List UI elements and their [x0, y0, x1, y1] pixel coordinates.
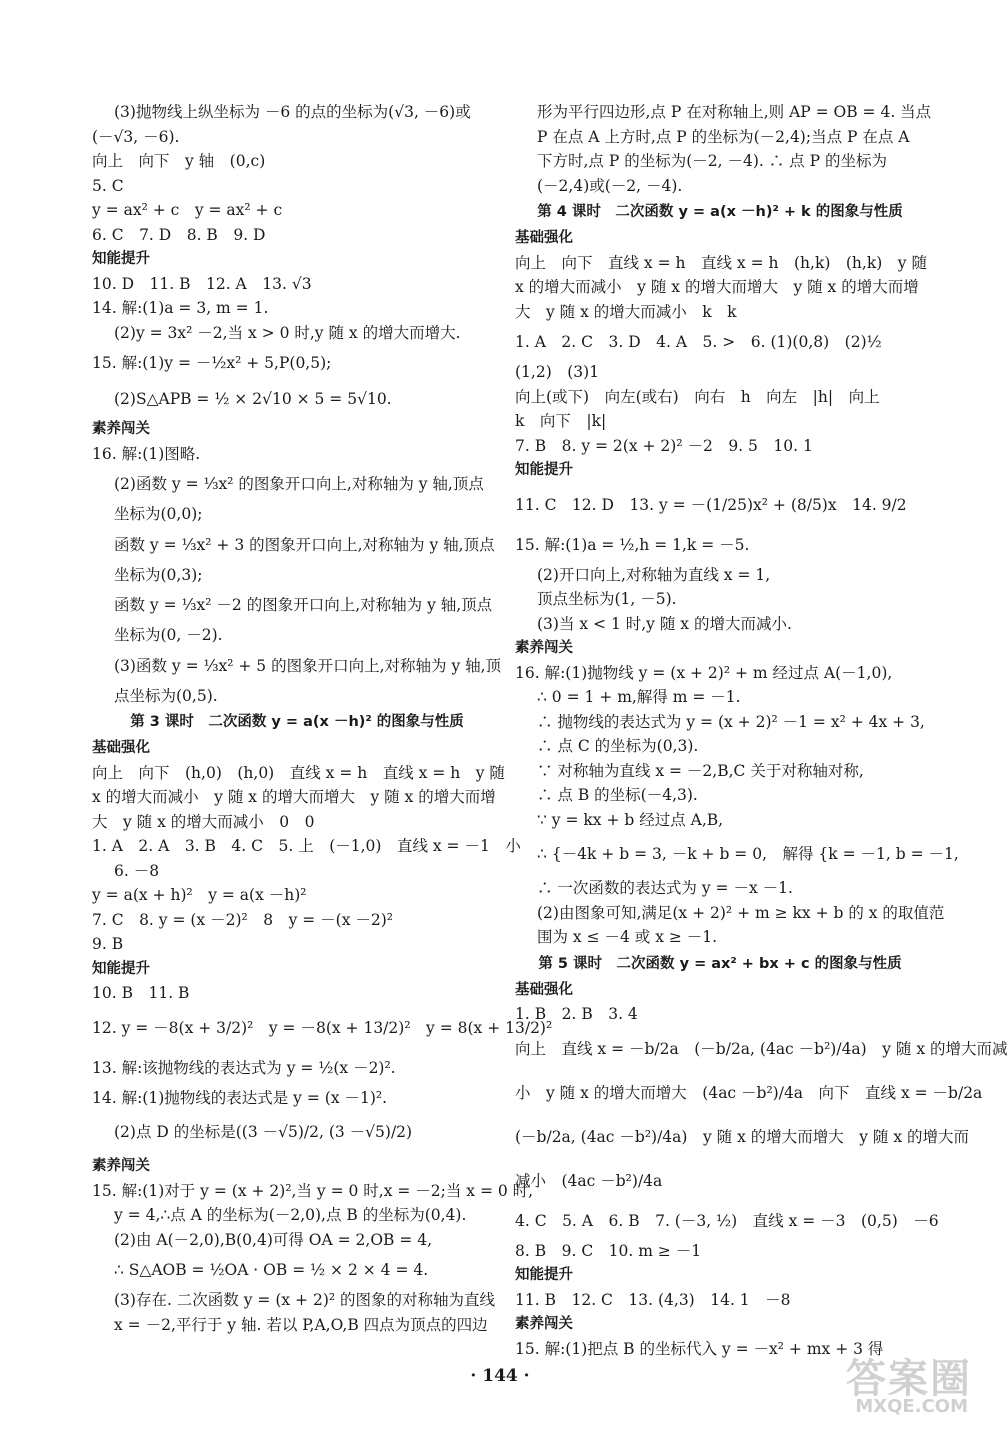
answer-line: y = a(x + h)² y = a(x －h)² — [92, 886, 307, 904]
answer-line: 14. 解:(1)a = 3, m = 1. — [92, 299, 269, 317]
answer-line: 11. B 12. C 13. (4,3) 14. 1 －8 — [515, 1290, 791, 1309]
answer-line: 5. C — [92, 176, 124, 195]
answer-line: 向上(或下) 向左(或右) 向右 h 向左 |h| 向上 — [515, 387, 880, 406]
answer-line: 小 y 随 x 的增大而增大 (4ac －b²)/4a 向下 直线 x = －b/2a — [515, 1083, 983, 1102]
answer-line: (2)函数 y = ⅓x² 的图象开口向上,对称轴为 y 轴,顶点 — [114, 475, 484, 493]
answer-line: x 的增大而减小 y 随 x 的增大而增大 y 随 x 的增大而增 — [92, 788, 496, 806]
answer-line: (3)函数 y = ⅓x² + 5 的图象开口向上,对称轴为 y 轴,顶 — [114, 656, 502, 675]
answer-line: 大 y 随 x 的增大而减小 0 0 — [92, 812, 315, 831]
answer-line: 9. B — [92, 935, 124, 953]
answer-line: 1. A 2. C 3. D 4. A 5. > 6. (1)(0,8) (2)½ — [515, 333, 882, 351]
answer-line: 向上 向下 直线 x = h 直线 x = h (h,k) (h,k) y 随 — [515, 253, 927, 272]
answer-line: k 向下 |k| — [515, 412, 607, 430]
answer-line: y = 4,∴点 A 的坐标为(－2,0),点 B 的坐标为(0,4). — [114, 1206, 467, 1224]
section-heading: 知能提升 — [92, 960, 150, 977]
answer-line: 4. C 5. A 6. B 7. (－3, ½) 直线 x = －3 (0,5) －6 — [515, 1211, 939, 1230]
answer-line: 函数 y = ⅓x² + 3 的图象开口向上,对称轴为 y 轴,顶点 — [114, 535, 495, 554]
answer-line: 7. B 8. y = 2(x + 2)² －2 9. 5 10. 1 — [515, 436, 813, 455]
answer-line: 下方时,点 P 的坐标为(－2, －4). ∴ 点 P 的坐标为 — [537, 152, 887, 170]
answer-line: 坐标为(0, －2). — [114, 626, 223, 644]
answer-line: 8. B 9. C 10. m ≥ －1 — [515, 1241, 702, 1260]
answer-line: 15. 解:(1)对于 y = (x + 2)²,当 y = 0 时,x = －2;当 x = 0 时, — [92, 1181, 534, 1200]
answer-line: 12. y = －8(x + 3/2)² y = －8(x + 13/2)² y = 8(x + 13/2)² — [92, 1018, 553, 1037]
section-heading: 基础强化 — [515, 230, 573, 246]
answer-line: ∴ S△AOB = ½OA · OB = ½ × 2 × 4 = 4. — [114, 1261, 429, 1279]
answer-line: 1. A 2. A 3. B 4. C 5. 上 (－1,0) 直线 x = －1 小 — [92, 837, 521, 855]
lesson-title: 第 3 课时 二次函数 y = a(x －h)² 的图象与性质 — [130, 714, 464, 730]
page-number: · 144 · — [470, 1366, 530, 1386]
answer-line: ∴ 点 C 的坐标为(0,3). — [537, 737, 699, 755]
answer-line: 10. B 11. B — [92, 984, 190, 1002]
section-heading: 素养闯关 — [515, 1316, 573, 1332]
answer-line: (1,2) (3)1 — [515, 363, 600, 381]
answer-line: 16. 解:(1)图略. — [92, 444, 201, 463]
answer-line: ∴ {－4k + b = 3, －k + b = 0, 解得 {k = －1, b = －1, — [537, 845, 959, 863]
answer-line: 顶点坐标为(1, －5). — [537, 590, 677, 608]
lesson-title: 第 5 课时 二次函数 y = ax² + bx + c 的图象与性质 — [538, 955, 902, 972]
answer-line: ∴ 0 = 1 + m,解得 m = －1. — [537, 688, 741, 706]
answer-line: 6. C 7. D 8. B 9. D — [92, 225, 266, 244]
answer-line: 围为 x ≤ －4 或 x ≥ －1. — [537, 928, 718, 946]
answer-line: 坐标为(0,3); — [114, 565, 203, 584]
answer-line: ∴ 抛物线的表达式为 y = (x + 2)² －1 = x² + 4x + 3, — [537, 712, 925, 731]
answer-line: 坐标为(0,0); — [114, 505, 203, 523]
answer-line: (3)抛物线上纵坐标为 －6 的点的坐标为(√3, －6)或 — [114, 103, 471, 121]
answer-line: ∵ 对称轴为直线 x = －2,B,C 关于对称轴对称, — [537, 761, 864, 780]
section-heading: 知能提升 — [515, 1267, 573, 1283]
answer-line: 14. 解:(1)抛物线的表达式是 y = (x －1)². — [92, 1088, 388, 1107]
answer-line: 向上 向下 (h,0) (h,0) 直线 x = h 直线 x = h y 随 — [92, 763, 505, 782]
section-heading: 素养闯关 — [92, 1158, 150, 1174]
answer-line: 点坐标为(0,5). — [114, 686, 218, 705]
right-column — [515, 100, 1008, 1361]
answer-line: 10. D 11. B 12. A 13. √3 — [92, 274, 312, 293]
answer-line: (3)当 x < 1 时,y 随 x 的增大而减小. — [537, 614, 792, 633]
answer-line: (3)存在. 二次函数 y = (x + 2)² 的图象的对称轴为直线 — [114, 1291, 496, 1309]
answer-line: x = －2,平行于 y 轴. 若以 P,A,O,B 四点为顶点的四边 — [114, 1315, 488, 1334]
answer-line: (2)S△APB = ½ × 2√10 × 5 = 5√10. — [114, 390, 392, 408]
lesson-title: 第 4 课时 二次函数 y = a(x －h)² + k 的图象与性质 — [537, 204, 903, 220]
section-heading: 基础强化 — [92, 740, 150, 756]
section-heading: 基础强化 — [515, 981, 573, 998]
left-column — [92, 100, 553, 1337]
answer-line: 减小 (4ac －b²)/4a — [515, 1171, 663, 1190]
answer-line: ∴ 一次函数的表达式为 y = －x －1. — [537, 879, 793, 897]
answer-line: ∴ 点 B 的坐标(－4,3). — [537, 786, 698, 804]
watermark-text: 答案圈 — [846, 1356, 972, 1402]
answer-line: 向上 直线 x = －b/2a (－b/2a, (4ac －b²)/4a) y 随 x 的增大而减 — [515, 1039, 1008, 1058]
answer-line: (－√3, －6). — [92, 127, 180, 146]
answer-line: y = ax² + c y = ax² + c — [92, 201, 283, 219]
answer-line: 向上 向下 y 轴 (0,c) — [92, 152, 266, 170]
answer-line: ∵ y = kx + b 经过点 A,B, — [537, 810, 724, 829]
watermark-url: MXQE.COM — [855, 1396, 968, 1417]
answer-line: (2)y = 3x² －2,当 x > 0 时,y 随 x 的增大而增大. — [114, 323, 461, 342]
answer-line: 11. C 12. D 13. y = －(1/25)x² + (8/5)x 14. 9/2 — [515, 495, 907, 514]
answer-line: (2)由 A(－2,0),B(0,4)可得 OA = 2,OB = 4, — [114, 1230, 433, 1249]
answer-line: (2)由图象可知,满足(x + 2)² + m ≥ kx + b 的 x 的取值范 — [537, 903, 945, 922]
watermark-logo — [822, 1347, 972, 1417]
answer-line: 形为平行四边形,点 P 在对称轴上,则 AP = OB = 4. 当点 — [537, 103, 932, 121]
section-heading: 素养闯关 — [515, 640, 573, 656]
answer-line: 15. 解:(1)把点 B 的坐标代入 y = －x² + mx + 3 得 — [515, 1339, 884, 1358]
answer-line: 6. －8 — [114, 861, 160, 880]
section-heading: 素养闯关 — [92, 421, 150, 437]
answer-line: 函数 y = ⅓x² －2 的图象开口向上,对称轴为 y 轴,顶点 — [114, 596, 493, 614]
answer-line: (2)开口向上,对称轴为直线 x = 1, — [537, 565, 771, 584]
answer-line: P 在点 A 上方时,点 P 的坐标为(－2,4);当点 P 在点 A — [537, 127, 910, 146]
answer-line: (2)点 D 的坐标是((3 －√5)/2, (3 －√5)/2) — [114, 1123, 413, 1141]
section-heading: 知能提升 — [515, 462, 573, 478]
answer-line: 15. 解:(1)a = ½,h = 1,k = －5. — [515, 535, 750, 554]
answer-line: 7. C 8. y = (x －2)² 8 y = －(x －2)² — [92, 910, 394, 929]
answer-line: (－b/2a, (4ac －b²)/4a) y 随 x 的增大而增大 y 随 x 的增大而 — [515, 1127, 970, 1146]
answer-line: 大 y 随 x 的增大而减小 k k — [515, 302, 737, 321]
answer-line: 1. B 2. B 3. 4 — [515, 1005, 638, 1023]
section-heading: 知能提升 — [92, 251, 150, 267]
answer-line: 15. 解:(1)y = －½x² + 5,P(0,5); — [92, 354, 332, 372]
answer-line: 16. 解:(1)抛物线 y = (x + 2)² + m 经过点 A(－1,0), — [515, 663, 893, 682]
answer-line: 13. 解:该抛物线的表达式为 y = ½(x －2)². — [92, 1058, 396, 1077]
answer-line: (－2,4)或(－2, －4). — [537, 176, 683, 195]
answer-line: x 的增大而减小 y 随 x 的增大而增大 y 随 x 的增大而增 — [515, 278, 919, 296]
